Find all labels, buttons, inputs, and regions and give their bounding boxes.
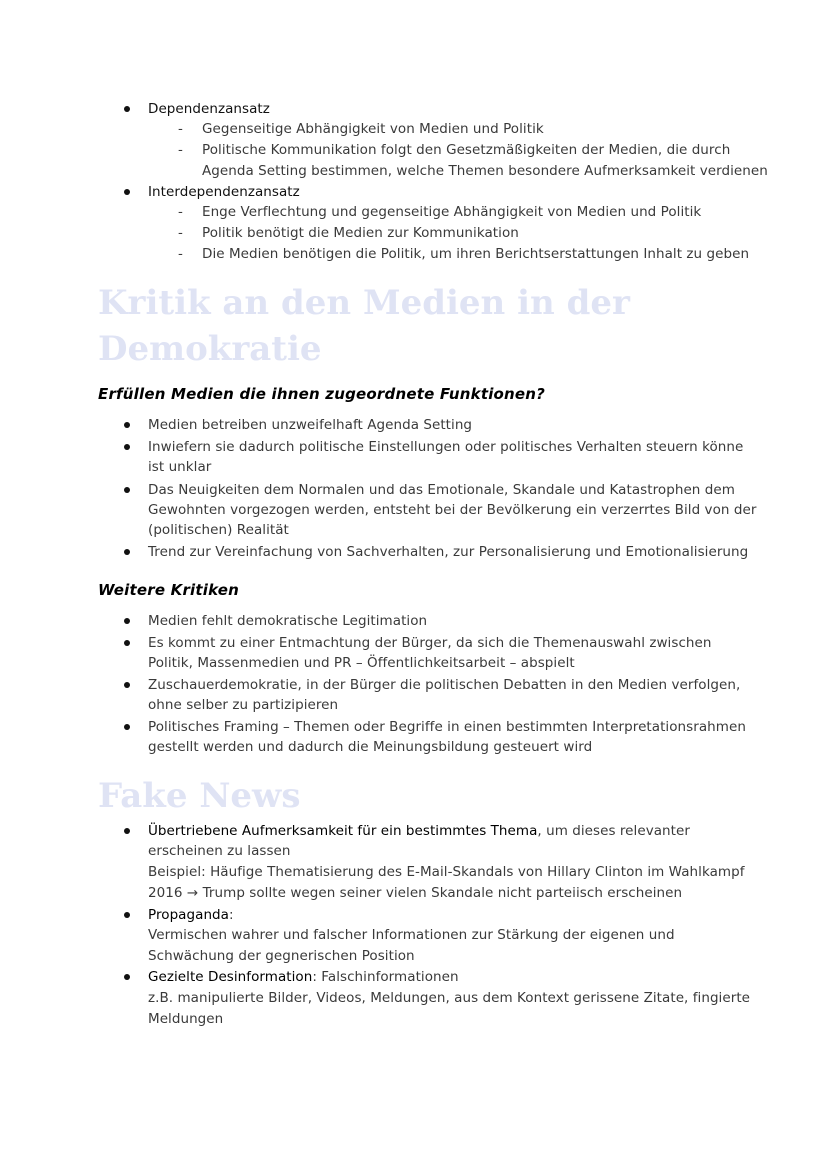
section-heading-fake-news: Fake News: [98, 776, 301, 816]
list-item-cont: erscheinen zu lassen: [148, 843, 291, 859]
subheading-kritiken: Weitere Kritiken: [98, 581, 240, 599]
bullet-icon: [124, 487, 130, 493]
bullet-icon: [124, 106, 130, 112]
list-item-term: Gezielte Desinformation: [148, 969, 313, 985]
list-item-term: Propaganda: [148, 907, 229, 923]
list-item-cont: (politischen) Realität: [148, 522, 289, 538]
bullet-icon: [124, 682, 130, 688]
bullet-icon: [124, 618, 130, 624]
list-item: Es kommt zu einer Entmachtung der Bürger, da sich die Themenauswahl zwischen: [148, 635, 712, 651]
list-item: [148, 967, 459, 988]
list-item: Politisches Framing – Themen oder Begriffe in einen bestimmten Interpretationsrahmen: [148, 719, 746, 735]
sub-list-item: Enge Verflechtung und gegenseitige Abhängigkeit von Medien und Politik: [202, 204, 702, 220]
dash-marker: -: [178, 121, 183, 137]
list-item-text: , um dieses relevanter: [537, 823, 690, 839]
sub-list-item: Die Medien benötigen die Politik, um ihren Berichtserstattungen Inhalt zu geben: [202, 246, 750, 262]
dash-marker: -: [178, 204, 183, 220]
list-item: Trend zur Vereinfachung von Sachverhalten, zur Personalisierung und Emotionalisierung: [148, 544, 749, 560]
section-heading-kritik-line2: Demokratie: [98, 329, 322, 369]
list-item: Medien fehlt demokratische Legitimation: [148, 613, 428, 629]
sub-list-item-cont: Agenda Setting bestimmen, welche Themen besondere Aufmerksamkeit verdienen: [202, 163, 768, 179]
list-item-title: Interdependenzansatz: [148, 184, 300, 200]
list-item-title: Dependenzansatz: [148, 101, 270, 117]
dash-marker: -: [178, 246, 183, 262]
list-item-term: Übertriebene Aufmerksamkeit für ein bestimmtes Thema: [148, 823, 538, 839]
bullet-icon: [124, 549, 130, 555]
dash-marker: -: [178, 225, 183, 241]
list-item: Das Neuigkeiten dem Normalen und das Emotionale, Skandale und Katastrophen dem: [148, 482, 735, 498]
list-item-cont: ohne selber zu partizipieren: [148, 697, 339, 713]
section-heading-kritik-line1: Kritik an den Medien in der: [98, 283, 630, 323]
list-item-cont: Schwächung der gegnerischen Position: [148, 948, 415, 964]
list-item-cont: Beispiel: Häufige Thematisierung des E-Mail-Skandals von Hillary Clinton im Wahlkampf: [148, 864, 745, 880]
dash-marker: -: [178, 142, 183, 158]
list-item-cont: ist unklar: [148, 459, 212, 475]
bullet-icon: [124, 444, 130, 450]
list-item-cont: gestellt werden und dadurch die Meinungsbildung gesteuert wird: [148, 739, 593, 755]
bullet-icon: [124, 974, 130, 980]
list-item-cont: 2016 → Trump sollte wegen seiner vielen Skandale nicht parteiisch erscheinen: [148, 885, 683, 901]
list-item: Inwiefern sie dadurch politische Einstellungen oder politisches Verhalten steuern könne: [148, 439, 744, 455]
list-item-cont: Vermischen wahrer und falscher Informationen zur Stärkung der eigenen und: [148, 927, 675, 943]
list-item: Medien betreiben unzweifelhaft Agenda Setting: [148, 417, 473, 433]
sub-list-item: Politische Kommunikation folgt den Gesetzmäßigkeiten der Medien, die durch: [202, 142, 731, 158]
list-item-text: :: [229, 907, 234, 923]
list-item-cont: Gewohnten vorgezogen werden, entsteht bei der Bevölkerung ein verzerrtes Bild von der: [148, 502, 757, 518]
sub-list-item: Gegenseitige Abhängigkeit von Medien und Politik: [202, 121, 544, 137]
bullet-icon: [124, 640, 130, 646]
list-item: [148, 821, 690, 842]
list-item-text: : Falschinformationen: [312, 969, 459, 985]
list-item: Zuschauerdemokratie, in der Bürger die politischen Debatten in den Medien verfolgen,: [148, 677, 741, 693]
list-item-cont: Meldungen: [148, 1011, 224, 1027]
sub-list-item: Politik benötigt die Medien zur Kommunikation: [202, 225, 519, 241]
bullet-icon: [124, 828, 130, 834]
subheading-funktionen: Erfüllen Medien die ihnen zugeordnete Funktionen?: [98, 385, 546, 403]
bullet-icon: [124, 422, 130, 428]
list-item-cont: z.B. manipulierte Bilder, Videos, Meldungen, aus dem Kontext gerissene Zitate, fingierte: [148, 990, 751, 1006]
list-item: [148, 905, 234, 926]
list-item-cont: Politik, Massenmedien und PR – Öffentlichkeitsarbeit – abspielt: [148, 655, 575, 671]
bullet-icon: [124, 912, 130, 918]
bullet-icon: [124, 189, 130, 195]
bullet-icon: [124, 724, 130, 730]
